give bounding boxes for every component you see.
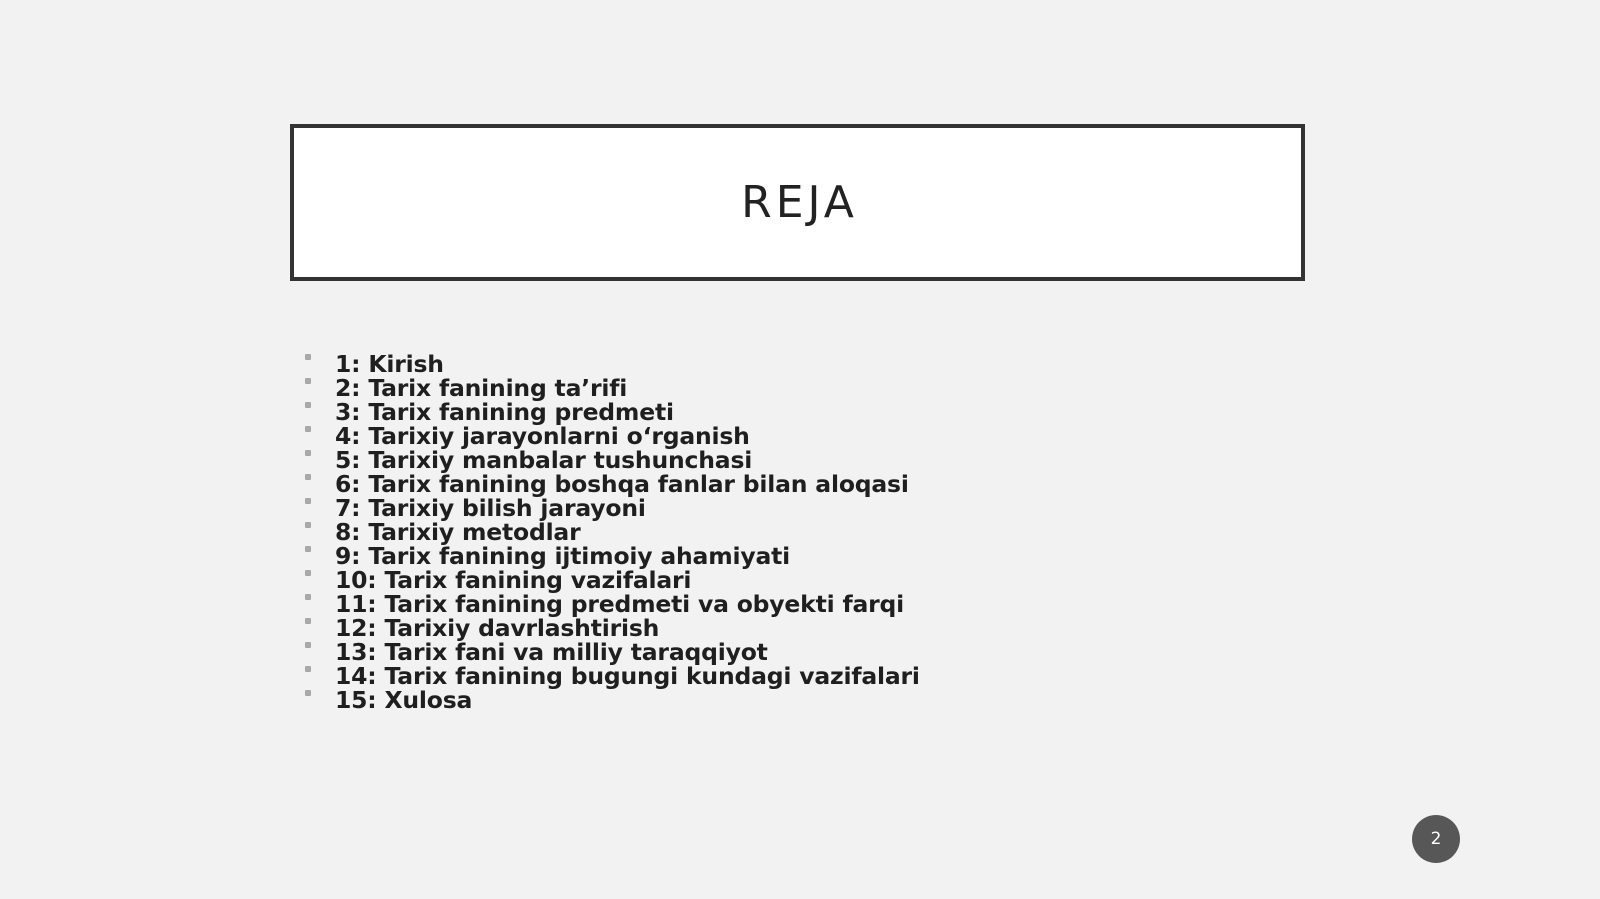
square-bullet-icon [305,522,311,528]
list-item-text: 14: Tarix fanining bugungi kundagi vazifalari [335,662,920,690]
list-item-text: 4: Tarixiy jarayonlarni o‘rganish [335,422,750,450]
list-item [302,448,920,472]
square-bullet-icon [305,594,311,600]
list-item [302,472,920,496]
square-bullet-icon [305,546,311,552]
list-item-text: 11: Tarix fanining predmeti va obyekti farqi [335,590,905,618]
square-bullet-icon [305,354,311,360]
plan-list [302,352,920,712]
list-item-text: 2: Tarix fanining ta’rifi [335,374,628,402]
square-bullet-icon [305,570,311,576]
list-item [302,664,920,688]
list-item [302,424,920,448]
list-item [302,520,920,544]
list-item-text: 5: Tarixiy manbalar tushunchasi [335,446,753,474]
square-bullet-icon [305,378,311,384]
square-bullet-icon [305,690,311,696]
list-item-text: 7: Tarixiy bilish jarayoni [335,494,646,522]
list-item-text: 15: Xulosa [335,686,473,714]
list-item [302,568,920,592]
list-item [302,592,920,616]
list-item-text: 3: Tarix fanining predmeti [335,398,674,426]
list-item-text: 13: Tarix fani va milliy taraqqiyot [335,638,768,666]
title-box [290,124,1305,281]
list-item [302,400,920,424]
slide-title: REJA [741,177,858,228]
list-item [302,640,920,664]
list-item-text: 10: Tarix fanining vazifalari [335,566,692,594]
square-bullet-icon [305,426,311,432]
list-item-text: 6: Tarix fanining boshqa fanlar bilan aloqasi [335,470,909,498]
square-bullet-icon [305,618,311,624]
list-item [302,544,920,568]
square-bullet-icon [305,498,311,504]
square-bullet-icon [305,450,311,456]
page-number-badge: 2 [1412,815,1460,863]
list-item [302,496,920,520]
list-item-text: 8: Tarixiy metodlar [335,518,581,546]
list-item-text: 12: Tarixiy davrlashtirish [335,614,660,642]
square-bullet-icon [305,402,311,408]
list-item [302,376,920,400]
square-bullet-icon [305,666,311,672]
list-item [302,352,920,376]
square-bullet-icon [305,474,311,480]
list-item-text: 1: Kirish [335,350,444,378]
list-item [302,616,920,640]
square-bullet-icon [305,642,311,648]
list-item-text: 9: Tarix fanining ijtimoiy ahamiyati [335,542,790,570]
list-item [302,688,920,712]
